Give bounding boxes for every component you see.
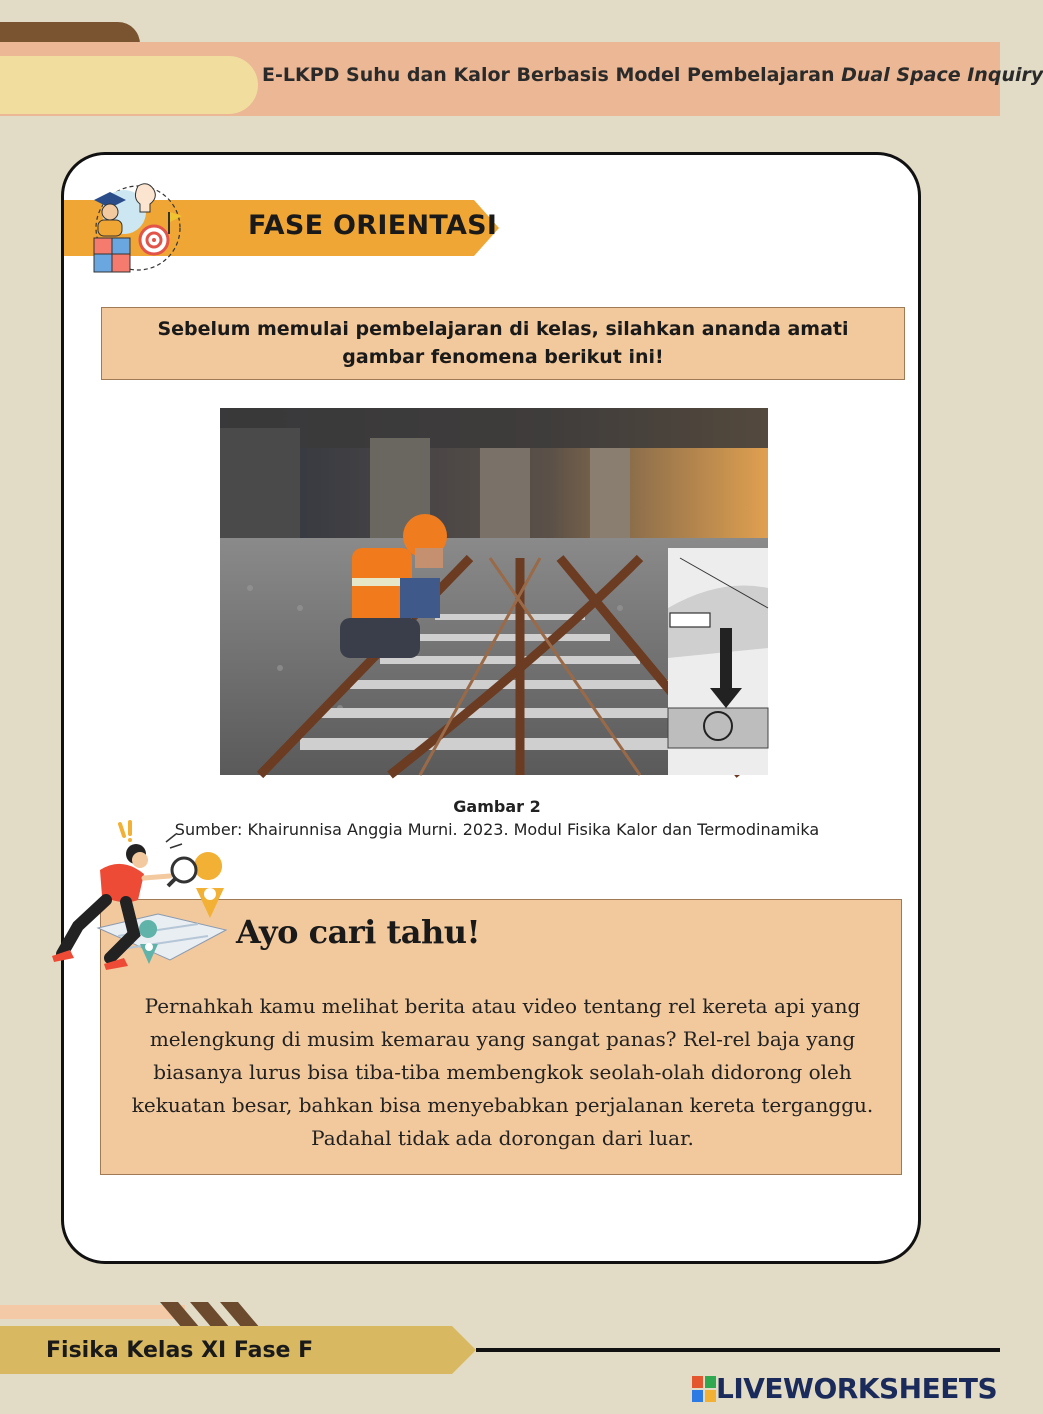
header-pill bbox=[0, 56, 258, 114]
footer-label: Fisika Kelas XI Fase F bbox=[46, 1338, 314, 1363]
figure-caption-source: Sumber: Khairunnisa Anggia Murni. 2023. Modul Fisika Kalor dan Termodinamika bbox=[174, 820, 820, 839]
liveworksheets-logo[interactable] bbox=[692, 1372, 997, 1405]
instruction-box bbox=[101, 307, 905, 380]
ayo-title: Ayo cari tahu! bbox=[236, 913, 481, 951]
railway-photo bbox=[220, 408, 768, 775]
liveworksheets-icon bbox=[692, 1376, 716, 1402]
instruction-text: Sebelum memulai pembelajaran di kelas, silahkan ananda amati gambar fenomena berikut ini! bbox=[157, 317, 849, 368]
figure-caption-title: Gambar 2 bbox=[453, 797, 541, 816]
footer-peach-strip bbox=[0, 1305, 185, 1319]
explorer-illustration bbox=[48, 818, 233, 982]
header-title: E-LKPD Suhu dan Kalor Berbasis Model Pembelajaran Dual Space Inquiry bbox=[262, 64, 1043, 86]
fase-title: FASE ORIENTASI bbox=[248, 210, 498, 241]
learning-puzzle-icon bbox=[82, 176, 182, 284]
ayo-body: Pernahkah kamu melihat berita atau video tentang rel kereta api yang melengkung di musim kemarau yang sangat panas? Rel-rel baja yang biasanya lurus bisa tiba-tiba membengkok seolah-olah didorong oleh kekuatan besar, bahkan bisa menyebabkan perjalanan kereta terganggu. Padahal tidak ada dorongan dari luar. bbox=[131, 994, 874, 1150]
liveworksheets-text: LIVEWORKSHEETS bbox=[716, 1372, 998, 1405]
footer-rule bbox=[476, 1348, 1000, 1352]
